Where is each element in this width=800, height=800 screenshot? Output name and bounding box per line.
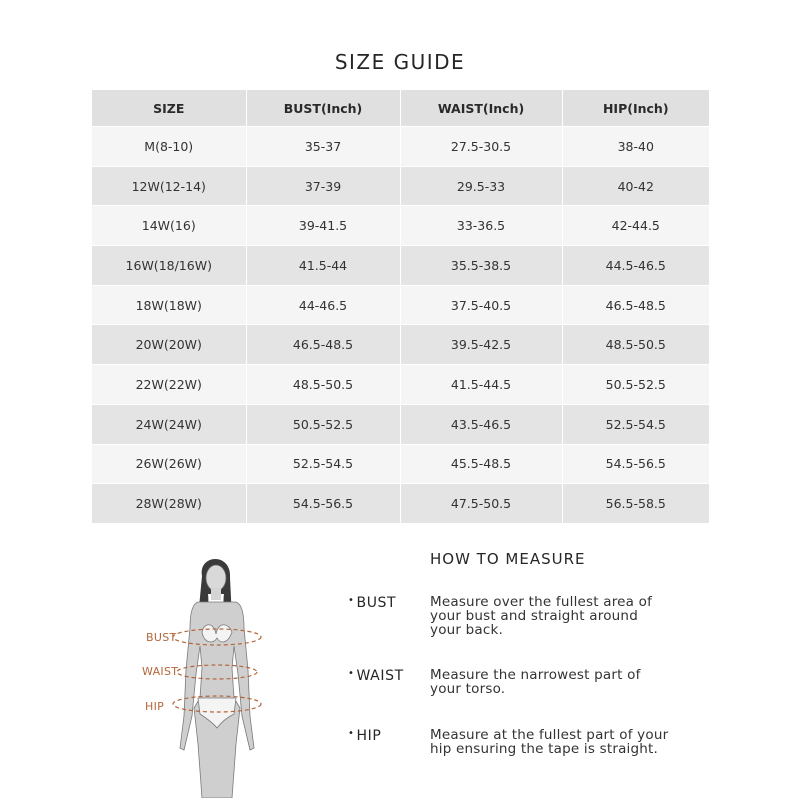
size-cell: 24W(24W) — [92, 404, 246, 444]
waist-cell: 43.5-46.5 — [400, 404, 562, 444]
hip-cell: 52.5-54.5 — [562, 404, 709, 444]
size-cell: 22W(22W) — [92, 365, 246, 405]
header-waist: WAIST(Inch) — [400, 90, 562, 127]
table-row — [92, 325, 709, 365]
bullet-dot: • — [348, 595, 355, 606]
table-row — [92, 484, 709, 524]
bust-cell: 54.5-56.5 — [246, 484, 400, 524]
table-row — [92, 166, 709, 206]
measure-desc-waist: Measure the narrowest part of your torso. — [430, 667, 641, 697]
size-cell: 18W(18W) — [92, 285, 246, 325]
hip-cell: 40-42 — [562, 166, 709, 206]
bust-cell: 44-46.5 — [246, 285, 400, 325]
figure-label-waist: WAIST — [142, 665, 179, 678]
measure-term-hip — [348, 728, 381, 744]
measure-term-label: HIP — [356, 728, 382, 744]
hip-cell: 46.5-48.5 — [562, 285, 709, 325]
table-row — [92, 444, 709, 484]
hip-cell: 42-44.5 — [562, 206, 709, 246]
waist-cell: 47.5-50.5 — [400, 484, 562, 524]
bust-cell: 37-39 — [246, 166, 400, 206]
table-row — [92, 246, 709, 286]
bullet-dot: • — [348, 728, 355, 739]
measure-term-label: BUST — [356, 595, 397, 611]
size-cell: 28W(28W) — [92, 484, 246, 524]
measure-desc-bust: Measure over the fullest area of your bust and straight around your back. — [430, 594, 653, 638]
waist-cell: 39.5-42.5 — [400, 325, 562, 365]
waist-cell: 37.5-40.5 — [400, 285, 562, 325]
size-cell: 14W(16) — [92, 206, 246, 246]
waist-cell: 33-36.5 — [400, 206, 562, 246]
size-cell: 12W(12-14) — [92, 166, 246, 206]
size-cell: 26W(26W) — [92, 444, 246, 484]
hip-cell: 48.5-50.5 — [562, 325, 709, 365]
bust-cell: 50.5-52.5 — [246, 404, 400, 444]
bullet-dot: • — [348, 668, 355, 679]
table-row — [92, 285, 709, 325]
header-size: SIZE — [92, 90, 246, 127]
table-row — [92, 404, 709, 444]
size-table — [92, 90, 709, 524]
waist-cell: 27.5-30.5 — [400, 127, 562, 167]
figure-label-bust: BUST — [146, 631, 177, 644]
table-row — [92, 206, 709, 246]
hip-cell: 44.5-46.5 — [562, 246, 709, 286]
page-title: SIZE GUIDE — [334, 50, 466, 74]
waist-cell: 45.5-48.5 — [400, 444, 562, 484]
hip-cell: 38-40 — [562, 127, 709, 167]
header-hip: HIP(Inch) — [562, 90, 709, 127]
table-row — [92, 127, 709, 167]
bust-cell: 39-41.5 — [246, 206, 400, 246]
waist-cell: 29.5-33 — [400, 166, 562, 206]
header-bust: BUST(Inch) — [246, 90, 400, 127]
waist-cell: 41.5-44.5 — [400, 365, 562, 405]
hip-cell: 56.5-58.5 — [562, 484, 709, 524]
size-cell: 20W(20W) — [92, 325, 246, 365]
table-row — [92, 365, 709, 405]
hip-cell: 54.5-56.5 — [562, 444, 709, 484]
measure-desc-hip: Measure at the fullest part of your hip ensuring the tape is straight. — [430, 727, 669, 757]
size-cell: 16W(18/16W) — [92, 246, 246, 286]
figure-label-hip: HIP — [145, 700, 165, 713]
measure-term-waist — [348, 668, 404, 684]
table-body — [92, 127, 709, 524]
bust-cell: 52.5-54.5 — [246, 444, 400, 484]
hip-cell: 50.5-52.5 — [562, 365, 709, 405]
measure-term-bust — [348, 595, 396, 611]
waist-cell: 35.5-38.5 — [400, 246, 562, 286]
bust-cell: 48.5-50.5 — [246, 365, 400, 405]
size-cell: M(8-10) — [92, 127, 246, 167]
measure-term-label: WAIST — [356, 668, 404, 684]
how-to-measure-title: HOW TO MEASURE — [430, 550, 586, 568]
table-header-row — [92, 90, 709, 127]
bust-cell: 35-37 — [246, 127, 400, 167]
bust-cell: 46.5-48.5 — [246, 325, 400, 365]
bust-cell: 41.5-44 — [246, 246, 400, 286]
